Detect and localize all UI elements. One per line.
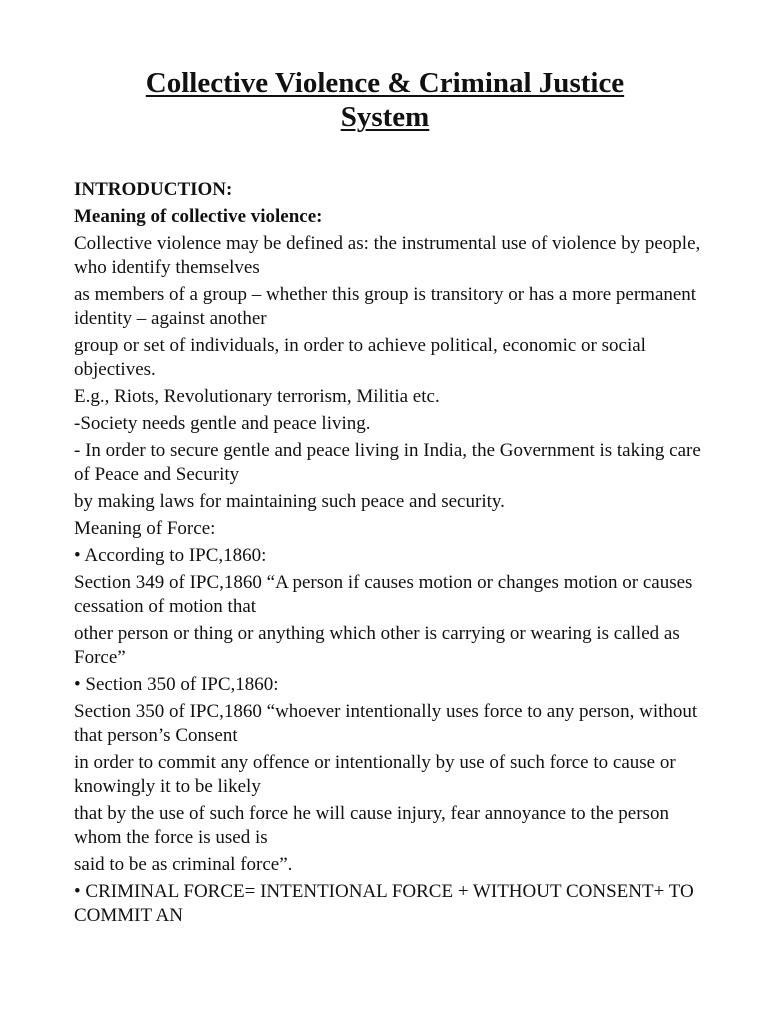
body-paragraph: in order to commit any offence or intentionally by use of such force to cause or knowingly it to be likely bbox=[74, 752, 676, 797]
body-paragraph: -Society needs gentle and peace living. bbox=[74, 413, 371, 434]
body-paragraph: by making laws for maintaining such peace and security. bbox=[74, 491, 505, 512]
section-heading: INTRODUCTION: bbox=[74, 179, 233, 200]
body-paragraph: as members of a group – whether this group is transitory or has a more permanent identity – against another bbox=[74, 284, 697, 329]
body-paragraph: that by the use of such force he will cause injury, fear annoyance to the person whom the force is used is bbox=[74, 803, 669, 848]
body-paragraph: other person or thing or anything which other is carrying or wearing is called as Force” bbox=[74, 623, 680, 668]
body-paragraph: said to be as criminal force”. bbox=[74, 854, 293, 875]
section-heading: Meaning of collective violence: bbox=[74, 206, 323, 227]
body-paragraph: Section 349 of IPC,1860 “A person if causes motion or changes motion or causes cessation of motion that bbox=[74, 572, 693, 617]
document-title-line2: System bbox=[340, 101, 430, 133]
body-paragraph: • According to IPC,1860: bbox=[74, 545, 267, 566]
document-title-line1: Collective Violence & Criminal Justice bbox=[145, 67, 625, 99]
body-paragraph: Section 350 of IPC,1860 “whoever intentionally uses force to any person, without that person’s Consent bbox=[74, 701, 698, 746]
body-paragraph: Collective violence may be defined as: the instrumental use of violence by people, who identify themselves bbox=[74, 233, 701, 278]
body-paragraph: • Section 350 of IPC,1860: bbox=[74, 674, 279, 695]
body-paragraph: E.g., Riots, Revolutionary terrorism, Militia etc. bbox=[74, 386, 440, 407]
body-paragraph: • CRIMINAL FORCE= INTENTIONAL FORCE + WITHOUT CONSENT+ TO COMMIT AN bbox=[74, 881, 694, 926]
body-paragraph: - In order to secure gentle and peace living in India, the Government is taking care of Peace and Security bbox=[74, 440, 701, 485]
document-body bbox=[74, 178, 714, 931]
body-paragraph: group or set of individuals, in order to achieve political, economic or social objectives. bbox=[74, 335, 646, 380]
document-title bbox=[60, 66, 710, 134]
body-paragraph: Meaning of Force: bbox=[74, 518, 216, 539]
